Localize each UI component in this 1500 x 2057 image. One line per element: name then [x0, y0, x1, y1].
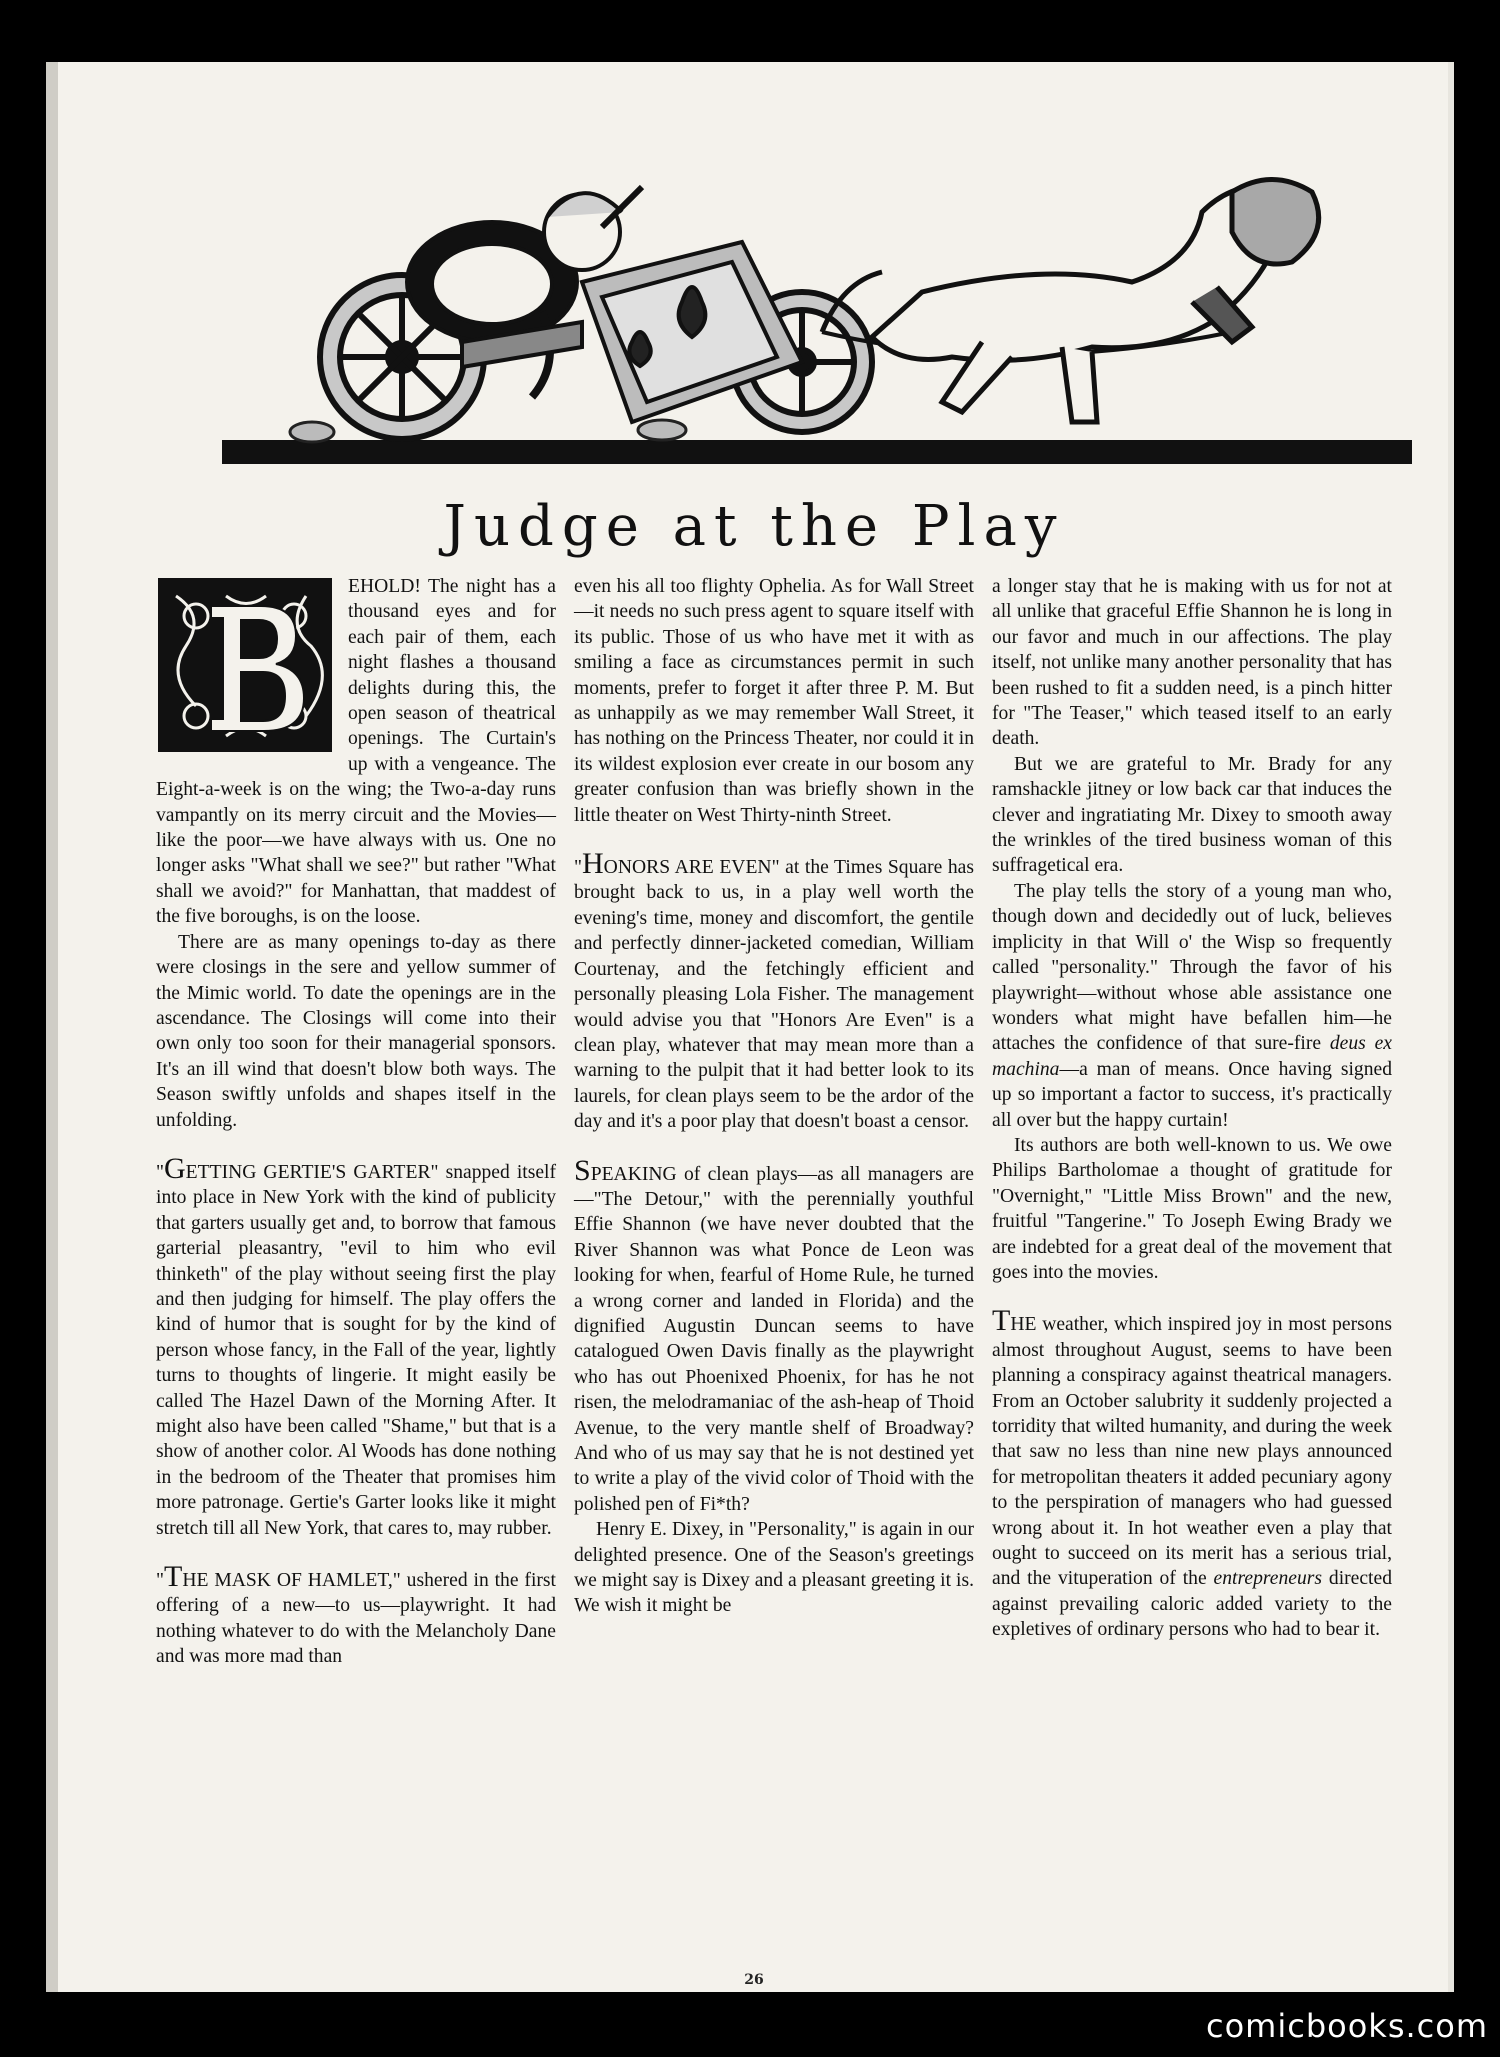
paragraph-mask-of-hamlet: "THE MASK OF HAMLET," ushered in the first offering of a new—to us—playwright. It had nothing whatever to do with the Melancholy Dane and was more mad than — [156, 1560, 556, 1668]
ornamental-dropcap-b-icon — [156, 576, 334, 754]
lead-initial: S — [574, 1153, 591, 1187]
lead-initial: T — [992, 1304, 1011, 1338]
paragraph-getting-gerties-garter: "GETTING GERTIE'S GARTER" snapped itself into place in New York with the kind of publicity that garters usually get and, to borrow that famous garterial pleasantry, "evil to him who evil thinketh" of the play without seeing first the play and then judging for himself. The play offers the kind of humor that is sought for by the kind of person whose fancy, in the Fall of the year, lightly turns to thoughts of lingerie. It might easily be called The Hazel Dawn of the Morning After. It might also have been called "Shame," but that is a show of another color. Al Woods has done nothing in the bedroom of the Theater that promises him more patronage. Gertie's Garter looks like it might stretch till all New York, that cares to, may rubber. — [156, 1151, 557, 1539]
paragraph-the-weather: THE weather, which inspired joy in most persons almost throughout August, seems to have been planning a conspiracy against theatrical managers. From an October salubrity it suddenly projected a torridity that wilted humanity, and during the week that saw no less than nine new plays announced for metropolitan theaters it added pecuniary agony to the perspiration of managers who had guessed wrong about it. In hot weather even a play that ought to succeed on its merit has a serious trial, and the vituperation of the entrepreneurs directed against prevailing caloric added variety to the expletives of ordinary persons who had to bear it. — [992, 1304, 1392, 1641]
column-3 — [992, 574, 1392, 1643]
paragraph: There are as many openings to-day as there were closings in the sere and yellow summer of the Mimic world. To date the openings are in the ascendance. The Closings will come into their own only too soon for their managerial sponsors. It's an ill wind that doesn't blow both ways. The Season swiftly unfolds and shapes itself in the unfolding. — [156, 931, 556, 1131]
column-2 — [574, 574, 974, 1619]
article-title: Judge at the Play — [443, 494, 1065, 559]
column-1 — [156, 574, 556, 1670]
lead-initial: G — [164, 1151, 186, 1185]
paragraph-honors-are-even: "HONORS ARE EVEN" at the Times Square has brought back to us, in a play well worth the evening's time, money and discomfort, the gentile and perfectly dinner-jacketed comedian, William Courtenay, and the fetchingly efficient and personally pleasing Lola Fisher. The management would advise you that "Honors Are Even" is a clean play, whatever that may mean more than a warning to the pulpit that it had better look to its laurels, for clean plays seem to be the ardor of the day and it's a poor play that doesn't boast a censor. — [574, 847, 975, 1133]
paragraph: The play tells the story of a young man who, though down and decidedly out of luck, believes implicity in that Will o' the Wisp so frequently called "personality." Through the favor of his playwright—without whose able assistance one wonders what might have befallen him—he attaches the confidence of that sure-fire deus ex machina—a man of means. Once having signed up so important a factor to success, it's practically all over but the happy curtain! — [992, 880, 1392, 1131]
watermark: comicbooks.com — [1205, 2007, 1488, 2045]
page-number: 26 — [744, 1972, 764, 1988]
paragraph: EHOLD! The night has a thousand eyes and for each pair of them, each night flashes a thousand delights during this, the open season of theatrical openings. The Curtain's up with a vengeance. The Eight-a-week is on the wing; the Two-a-day runs vampantly on its merry circuit and the Movies—like the poor—we have always with us. One no longer asks "What shall we see?" but rather "What shall we avoid?" for Manhattan, that maddest of the five boroughs, is on the loose. — [156, 576, 556, 928]
paragraph: a longer stay that he is making with us for not at all unlike that graceful Effie Shannon he is long in our favor and much in our affections. The play itself, not unlike many another personality that has been rushed to fit a sudden need, is a pinch hitter for "The Teaser," which teased itself to an early death. — [992, 576, 1392, 750]
lead-initial: H — [582, 847, 604, 881]
paragraph: Henry E. Dixey, in "Personality," is again in our delighted presence. One of the Season's greetings we might say is Dixey and a pleasant greeting it is. We wish it might be — [574, 1519, 974, 1617]
lead-initial: T — [164, 1560, 183, 1594]
paragraph: Its authors are both well-known to us. We owe Philips Bartholomae a thought of gratitude for "Overnight," "Little Miss Brown" and the new, fruitful "Tangerine." To Joseph Ewing Brady we are indebted for a great deal of the movement that goes into the movies. — [992, 1134, 1392, 1283]
magazine-page — [58, 62, 1450, 1992]
paragraph: even his all too flighty Ophelia. As for Wall Street—it needs no such press agent to square itself with its public. Those of us who have met it with as smiling a face as circumstances permit in such moments, prefer to forget it after three P. M. But as unhappily as we may remember Wall Street, it has nothing on the Princess Theater, nor could it in its wildest explosion ever create in our bosom any greater confusion than was briefly shown in the little theater on West Thirty-ninth Street. — [574, 576, 974, 826]
page-edge — [1448, 62, 1454, 1992]
paragraph-speaking-of-clean-plays: SPEAKING of clean plays—as all managers are—"The Detour," with the perennially youthful Effie Shannon (we have never doubted that the River Shannon was what Ponce de Leon was looking for when, fearful of Home Rule, he turned a wrong corner and landed in Florida) and the dignified Augustin Duncan seems to have catalogued Owen Davis finally as the playwright who has out Phoenixed Phoenix, for has he not risen, the melodramaniac of the ash-heap of Thoid Avenue, to the very mantle shelf of Broadway? And who of us may say that he is not destined yet to write a play of the vivid color of Thoid with the polished pen of Fi*th? — [574, 1153, 974, 1515]
paragraph: But we are grateful to Mr. Brady for any ramshackle jitney or low back car that induces the clever and ingratiating Mr. Dixey to smooth away the wrinkles of the tired business woman of this suffragetical era. — [992, 753, 1392, 877]
chariot-illustration — [162, 132, 1412, 474]
